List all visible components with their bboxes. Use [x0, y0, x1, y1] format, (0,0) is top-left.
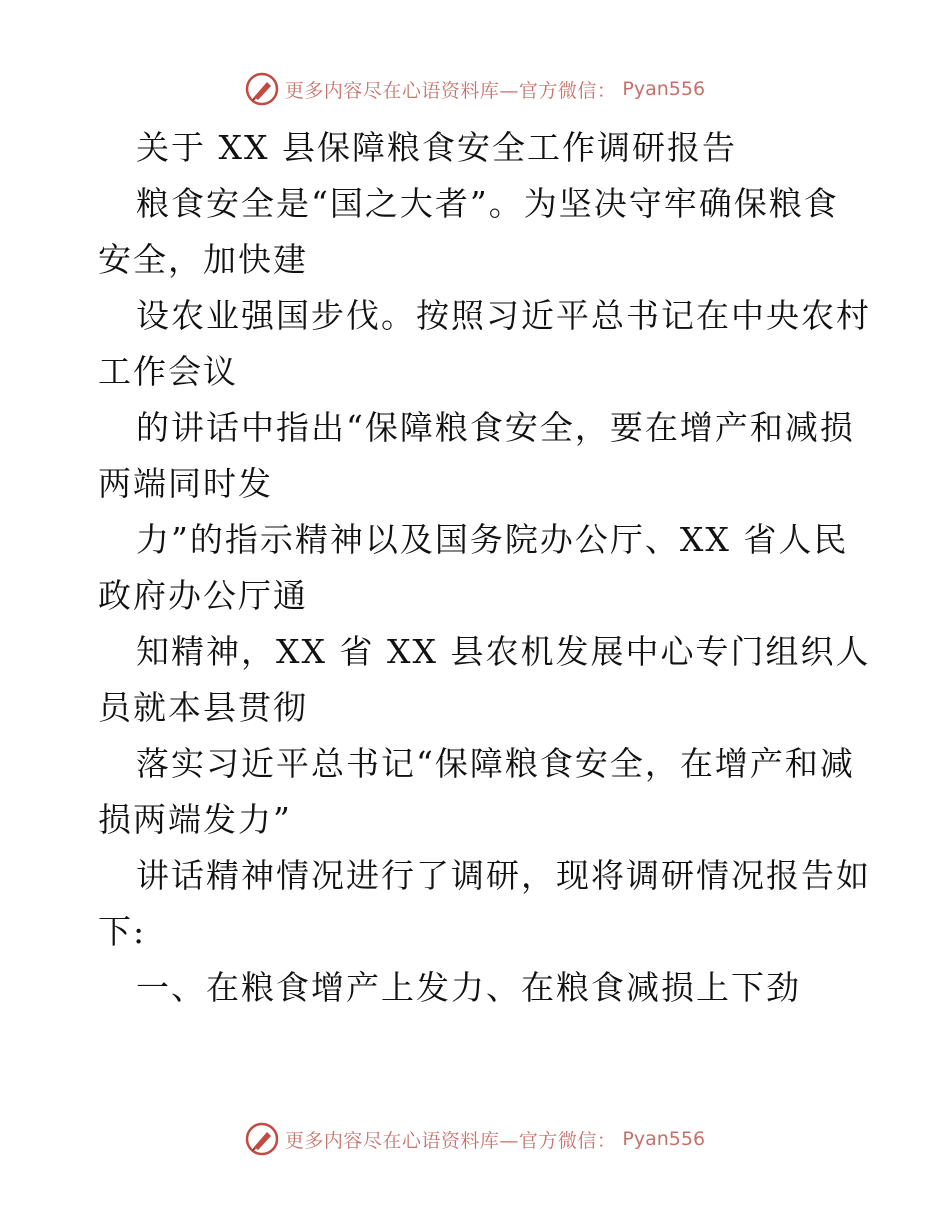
paragraph-line: 力”的指示精神以及国务院办公厅、XX 省人民	[136, 520, 849, 559]
paragraph-line: 下:	[98, 912, 147, 951]
paragraph-line: 知精神，XX 省 XX 县农机发展中心专门组织人	[136, 632, 871, 671]
paragraph-line: 粮食安全是“国之大者”。为坚决守牢确保粮食	[136, 184, 839, 223]
paragraph-line: 工作会议	[98, 352, 238, 391]
paragraph-line: 的讲话中指出“保障粮食安全，要在增产和减损	[136, 408, 855, 447]
document-body	[98, 120, 871, 1016]
paragraph-line: 政府办公厅通	[98, 576, 308, 615]
document-title: 关于 XX 县保障粮食安全工作调研报告	[136, 128, 737, 167]
watermark-wechat-id: Pyan556	[622, 1128, 706, 1150]
paragraph-line: 两端同时发	[98, 464, 273, 503]
paragraph-line: 安全，加快建	[98, 240, 308, 279]
paragraph-line: 员就本县贯彻	[98, 688, 308, 727]
paragraph-line: 损两端发力”	[98, 800, 292, 839]
paragraph-line: 落实习近平总书记“保障粮食安全，在增产和减	[136, 744, 855, 783]
pen-logo-icon	[245, 72, 279, 106]
header-watermark	[0, 72, 950, 106]
footer-watermark	[0, 1122, 950, 1156]
watermark-text: 更多内容尽在心语资料库—官方微信：	[284, 1129, 617, 1152]
paragraph-line: 设农业强国步伐。按照习近平总书记在中央农村	[136, 296, 871, 335]
watermark-wechat-id: Pyan556	[622, 78, 706, 100]
pen-logo-icon	[245, 1122, 279, 1156]
paragraph-line: 讲话精神情况进行了调研，现将调研情况报告如	[136, 856, 871, 895]
section-heading: 一、在粮食增产上发力、在粮食减损上下劲	[136, 968, 801, 1007]
watermark-text: 更多内容尽在心语资料库—官方微信：	[284, 79, 617, 102]
